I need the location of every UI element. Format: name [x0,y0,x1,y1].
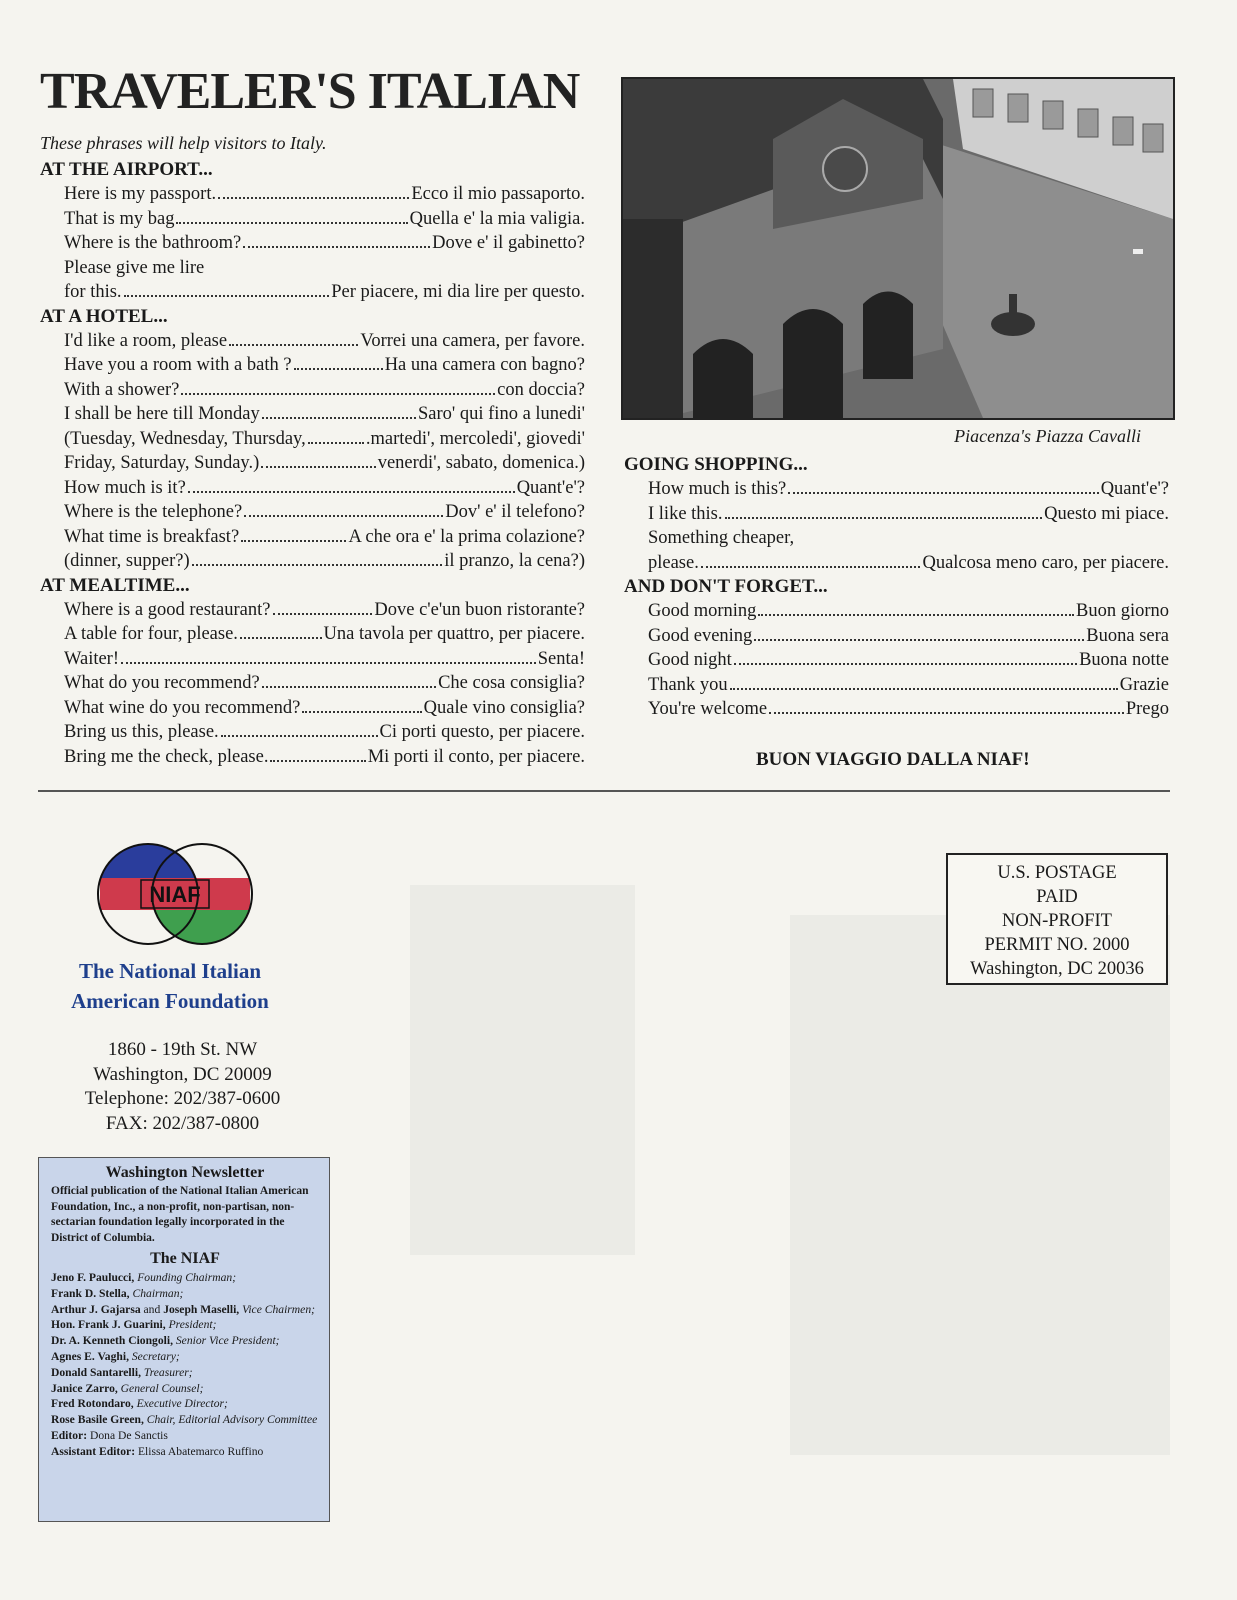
masthead-description: Official publication of the National Italian American Foundation, Inc., a non-profit, non-partisan, non-sectarian foundation legally incorporated in the District of Columbia. [51,1185,309,1244]
phrase-row [40,720,585,745]
postage-line-2: PAID [1036,887,1078,907]
leader-dots [244,515,443,517]
phrase-italian: Grazie [1119,674,1169,695]
phrase-italian: Questo mi piace. [1044,503,1169,524]
phrase-row [40,696,585,721]
phrase-italian: Qualcosa meno caro, per piacere. [922,552,1169,573]
niaf-logo [95,842,255,947]
leader-dots [192,564,443,566]
leader-dots [725,517,1043,519]
leader-dots [273,613,373,615]
phrase-italian: Quant'e'? [516,477,585,498]
masthead-people-list [51,1270,319,1428]
leader-dots [240,637,322,639]
person-name: Frank D. Stella, [51,1286,130,1300]
phrase-italian: Dove c'e'un buon ristorante? [374,599,585,620]
phrase-english: Where is the telephone? [64,502,243,522]
masthead-person [51,1286,319,1302]
org-name-line-2: American Foundation [71,989,269,1013]
leader-dots [188,491,515,493]
person-name: Hon. Frank J. Guarini, [51,1318,166,1332]
phrase-english: (dinner, supper?) [64,551,190,571]
phrase-row [40,671,585,696]
address-city: Washington, DC 20009 [93,1063,272,1085]
phrase-english: Friday, Saturday, Sunday.) [64,453,260,473]
phrase-italian: Ecco il mio passaporto. [411,184,585,204]
postage-line-3: NON-PROFIT [1002,911,1112,931]
postage-line-5: Washington, DC 20036 [970,959,1144,979]
phrase-english: (Tuesday, Wednesday, Thursday, [64,428,306,449]
phrase-english: Here is my passport. [64,184,217,204]
phrase-italian: Saro' qui fino a lunedi' [418,404,585,424]
phrase-italian: Buona notte [1079,650,1169,670]
phrase-english: Please give me lire [64,257,205,278]
phrase-english: Something cheaper, [648,528,795,548]
phrase-italian: Quant'e'? [1100,479,1169,499]
phrase-italian: Buon giorno [1075,601,1169,621]
person-role: Vice Chairmen; [242,1302,315,1316]
phrase-row [40,207,585,232]
faded-photo-area-right [790,915,1170,1455]
phrase-english: That is my bag [64,208,175,229]
leader-dots [270,760,365,762]
fax: FAX: 202/387-0800 [105,1112,260,1134]
phrase-row [40,451,585,476]
phrase-row [624,697,1169,722]
phrase-italian: Senta! [537,648,585,669]
phrase-italian: con doccia? [497,379,585,400]
leader-dots [701,566,921,568]
leader-dots [730,688,1118,690]
masthead-assistant-editor [51,1444,319,1460]
phrase-italian: venerdi', sabato, domenica.) [377,453,585,473]
phrase-column-left [40,158,585,769]
person-name: Rose Basile Green, [51,1413,144,1427]
phrase-english: Good evening [648,625,753,646]
phrase-row [40,378,585,403]
masthead-person [51,1317,319,1333]
logo-blue-band [95,842,255,878]
phrase-italian: Buona sera [1086,625,1169,646]
leader-dots [181,393,495,395]
leader-dots [218,197,409,199]
person-role: Senior Vice President; [175,1334,280,1348]
masthead-person [51,1412,319,1428]
leader-dots [176,222,407,224]
organization-name [50,956,290,1016]
masthead-editor [51,1428,319,1444]
phrase-italian: A che ora e' la prima colazione? [348,526,585,547]
leader-dots [308,442,364,444]
phrase-english: Good morning [648,601,757,621]
leader-dots [758,614,1074,616]
section-heading: AT A HOTEL... [40,305,168,327]
organization-address [50,1038,315,1136]
phrase-italian: Prego [1125,699,1169,719]
masthead-person [51,1302,319,1318]
phrase-italian: .martedi', mercoledi', giovedi' [365,428,585,449]
phrase-row [40,500,585,525]
person-role: General Counsel; [120,1381,204,1395]
phrase-row [40,353,585,378]
phrase-english: Good night [648,650,732,670]
phrase-row [624,551,1169,576]
phrase-italian: Mi porti il conto, per piacere. [367,746,585,767]
leader-dots [262,417,416,419]
phrase-row [624,624,1169,649]
editor-label: Editor: [51,1428,88,1442]
piazza-image [623,79,1173,418]
phrase-english: What do you recommend? [64,673,260,693]
phrase-row [624,477,1169,502]
photo-caption: Piacenza's Piazza Cavalli [954,426,1141,446]
phrase-row [40,598,585,623]
phrase-english: Waiter! [64,648,120,669]
page-title: TRAVELER'S ITALIAN [40,63,580,120]
phrase-italian: Quale vino consiglia? [423,697,585,718]
farewell-line: BUON VIAGGIO DALLA NIAF! [756,749,1030,770]
assistant-editor-name: Elissa Abatemarco Ruffino [137,1444,264,1458]
phrase-row [624,526,1169,551]
phrase-row [40,402,585,427]
person-role: Treasurer; [143,1365,193,1379]
phrase-italian: Per piacere, mi dia lire per questo. [331,282,585,302]
leader-dots [294,368,383,370]
postage-indicia [946,853,1168,985]
leader-dots [754,639,1084,641]
person-name-second: Joseph Maselli, [163,1302,240,1316]
editor-name: Dona De Sanctis [89,1428,168,1442]
phrase-row [624,599,1169,624]
leader-dots [261,466,375,468]
phrase-row [40,549,585,574]
phrase-english: What time is breakfast? [64,526,240,547]
phrase-italian: Ha una camera con bagno? [384,355,585,375]
phrase-english: Thank you [648,674,728,695]
person-name: Donald Santarelli, [51,1365,141,1379]
leader-dots [788,492,1098,494]
phrase-english: I shall be here till Monday [64,404,260,424]
newsletter-masthead [38,1157,330,1522]
phrase-italian: Dove e' il gabinetto? [432,233,585,253]
person-role: Executive Director; [136,1397,228,1411]
org-name-line-1: The National Italian [78,959,262,983]
person-name: Janice Zarro, [51,1381,118,1395]
phrase-english: Where is the bathroom? [64,233,242,253]
phrase-row [40,745,585,770]
phrase-english: Have you a room with a bath ? [64,355,292,375]
phrase-row [40,476,585,501]
section-heading: GOING SHOPPING... [624,454,808,475]
phrase-italian: Ci porti questo, per piacere. [379,722,585,742]
phrase-english: Bring us this, please. [64,722,219,742]
person-name: Agnes E. Vaghi, [51,1349,129,1363]
phrase-english: Where is a good restaurant? [64,599,271,620]
person-role: Chair, Editorial Advisory Committee [146,1413,318,1427]
section-divider [38,790,1170,792]
masthead-title: Washington Newsletter [105,1164,265,1181]
leader-dots [221,735,378,737]
logo-text: NIAF [149,882,201,907]
leader-dots [243,246,430,248]
telephone: Telephone: 202/387-0600 [84,1088,281,1109]
page-subtitle: These phrases will help visitors to Italy. [40,133,327,153]
person-role: Secretary; [131,1349,180,1363]
phrase-italian: Quella e' la mia valigia. [409,208,585,229]
phrase-row [40,329,585,354]
phrase-row [40,182,585,207]
person-name: Dr. A. Kenneth Ciongoli, [51,1334,173,1348]
phrase-english: please. [648,552,699,573]
leader-dots [262,686,436,688]
phrase-row [40,256,585,281]
phrase-english: A table for four, please. [64,624,238,644]
phrase-english: for this. [64,282,122,302]
masthead-person [51,1349,319,1365]
phrase-italian: Dov' e' il telefono? [445,502,585,522]
section-heading: AND DON'T FORGET... [624,576,828,597]
masthead-person [51,1365,319,1381]
leader-dots [302,711,421,713]
phrase-row [40,427,585,452]
leader-dots [241,540,346,542]
phrase-italian: il pranzo, la cena?) [444,551,585,571]
leader-dots [121,662,536,664]
assistant-editor-label: Assistant Editor: [51,1444,136,1458]
person-name: Arthur J. Gajarsa [51,1302,141,1316]
phrase-italian: Una tavola per quattro, per piacere. [323,624,585,644]
person-role: Founding Chairman; [137,1271,237,1284]
piazza-photo [621,77,1175,420]
phrase-row [40,280,585,305]
person-name: Jeno F. Paulucci, [51,1271,135,1284]
postage-line-1: U.S. POSTAGE [997,863,1117,883]
phrase-english: Bring me the check, please. [64,746,269,767]
leader-dots [769,712,1124,714]
name-connector: and [140,1302,164,1316]
masthead-person [51,1333,319,1349]
phrase-english: You're welcome [648,699,768,719]
phrase-english: I like this. [648,503,723,524]
masthead-subheading: The NIAF [150,1250,220,1267]
masthead-person [51,1270,319,1286]
phrase-english: With a shower? [64,379,180,400]
phrase-row [40,622,585,647]
address-street: 1860 - 19th St. NW [107,1039,258,1060]
logo-green-band [95,910,255,947]
phrase-english: How much is it? [64,477,186,498]
phrase-english: How much is this? [648,479,787,499]
phrase-row [624,673,1169,698]
postage-line-4: PERMIT NO. 2000 [984,935,1130,955]
phrase-row [40,647,585,672]
person-role: Chairman; [132,1286,184,1300]
phrase-column-right [624,453,1169,722]
masthead-person [51,1381,319,1397]
phrase-italian: Vorrei una camera, per favore. [360,330,585,351]
leader-dots [229,344,358,346]
phrase-row [624,648,1169,673]
phrase-row [40,231,585,256]
section-heading: AT THE AIRPORT... [40,159,213,180]
person-name: Fred Rotondaro, [51,1397,134,1411]
leader-dots [124,295,330,297]
person-role: President; [168,1318,217,1332]
phrase-english: What wine do you recommend? [64,697,301,718]
phrase-row [624,502,1169,527]
masthead-person [51,1396,319,1412]
phrase-english: I'd like a room, please [64,330,228,351]
faded-photo-area [410,885,635,1255]
phrase-italian: Che cosa consiglia? [438,673,585,693]
section-heading: AT MEALTIME... [40,574,190,596]
phrase-row [40,525,585,550]
leader-dots [734,663,1077,665]
